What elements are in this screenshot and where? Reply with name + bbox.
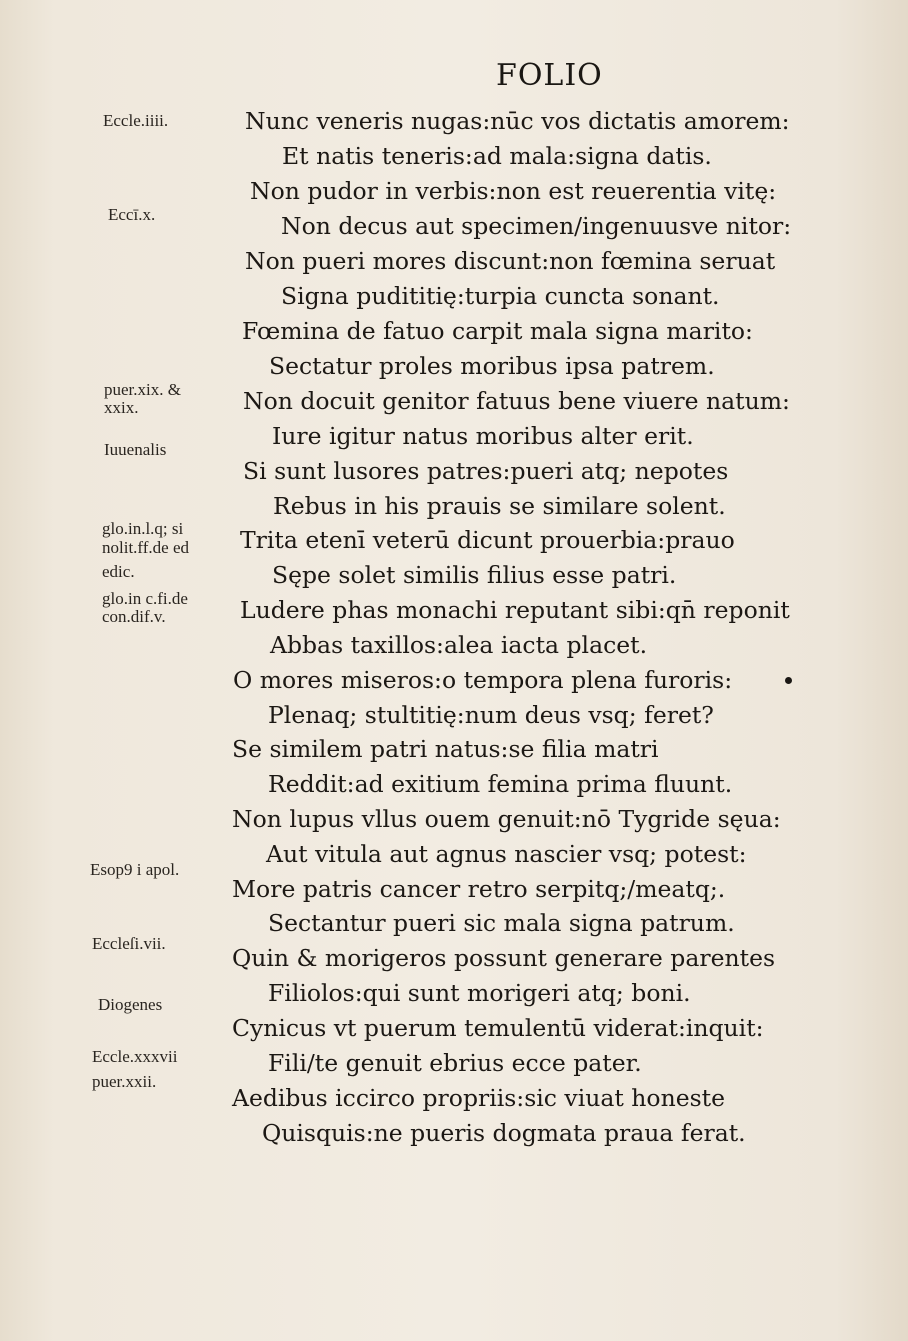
verse-line: Non pudor in verbis:non est reuerentia vitę: xyxy=(250,177,777,205)
verse-line: Nunc veneris nugas:nūc vos dictatis amorem: xyxy=(245,107,790,135)
verse-line: Non decus aut specimen/ingenuusve nitor: xyxy=(281,212,792,240)
verse-line: Non pueri mores discunt:non fœmina seruat xyxy=(245,247,776,275)
verse-line: Quisquis:ne pueris dogmata praua ferat. xyxy=(262,1119,746,1147)
verse-line: Fili/te genuit ebrius ecce pater. xyxy=(268,1049,642,1077)
verse-line: Trita etenī veterū dicunt prouerbia:prauo xyxy=(240,526,735,554)
margin-note: con.dif.v. xyxy=(102,607,166,626)
margin-note: Diogenes xyxy=(98,995,163,1014)
margin-note: glo.in c.fi.de xyxy=(102,589,188,608)
verse-line: Se similem patri natus:se filia matri xyxy=(232,735,659,763)
verse-line: Reddit:ad exitium femina prima fluunt. xyxy=(268,770,733,798)
verse-line: Aut vitula aut agnus nascier vsq; potest: xyxy=(266,840,747,868)
verse-line: Ludere phas monachi reputant sibi:qn̄ reponit xyxy=(240,596,790,624)
margin-note: edic. xyxy=(102,562,135,581)
verse-line: Sectatur proles moribus ipsa patrem. xyxy=(269,352,715,380)
margin-note: Eccī.x. xyxy=(108,205,156,224)
verse-line: Non lupus vllus ouem genuit:nō Tygride sęua: xyxy=(232,805,781,833)
margin-note: puer.xix. & xyxy=(104,380,181,399)
printed-dot xyxy=(785,677,792,684)
verse-line: Iure igitur natus moribus alter erit. xyxy=(272,422,694,450)
verse-line: Signa pudititię:turpia cuncta sonant. xyxy=(281,282,720,310)
verse-line: Abbas taxillos:alea iacta placet. xyxy=(270,631,648,659)
margin-note: puer.xxii. xyxy=(92,1072,157,1091)
verse-line: Filiolos:qui sunt morigeri atq; boni. xyxy=(268,979,691,1007)
verse-line: O mores miseros:o tempora plena furoris: xyxy=(233,666,733,694)
verse-line: Cynicus vt puerum temulentū viderat:inquit: xyxy=(232,1014,764,1042)
margin-note: Eccle.xxxvii xyxy=(92,1047,178,1066)
verse-line: More patris cancer retro serpitq;/meatq;. xyxy=(232,875,726,903)
margin-note: Iuuenalis xyxy=(104,440,167,459)
verse-line: Quin & morigeros possunt generare parentes xyxy=(232,944,776,972)
verse-line: Sectantur pueri sic mala signa patrum. xyxy=(268,909,735,937)
margin-note: Eccleſi.vii. xyxy=(92,934,166,953)
folio-header: FOLIO xyxy=(496,58,603,93)
verse-line: Non docuit genitor fatuus bene viuere natum: xyxy=(243,387,790,415)
verse-line: Fœmina de fatuo carpit mala signa marito: xyxy=(242,317,753,345)
verse-line: Plenaq; stultitię:num deus vsq; feret? xyxy=(268,701,714,729)
margin-note: Eccle.iiii. xyxy=(103,111,169,130)
margin-note: nolit.ff.de ed xyxy=(102,538,190,557)
verse-line: Rebus in his prauis se similare solent. xyxy=(273,492,726,520)
verse-line: Aedibus iccirco propriis:sic viuat honeste xyxy=(232,1084,726,1112)
verse-line: Sępe solet similis filius esse patri. xyxy=(272,561,677,589)
margin-note: xxix. xyxy=(104,398,139,417)
verse-line: Si sunt lusores patres:pueri atq; nepotes xyxy=(243,457,729,485)
verse-line: Et natis teneris:ad mala:signa datis. xyxy=(282,142,712,170)
margin-note: glo.in.l.q; si xyxy=(102,519,184,538)
margin-note: Esop9 i apol. xyxy=(90,860,180,879)
